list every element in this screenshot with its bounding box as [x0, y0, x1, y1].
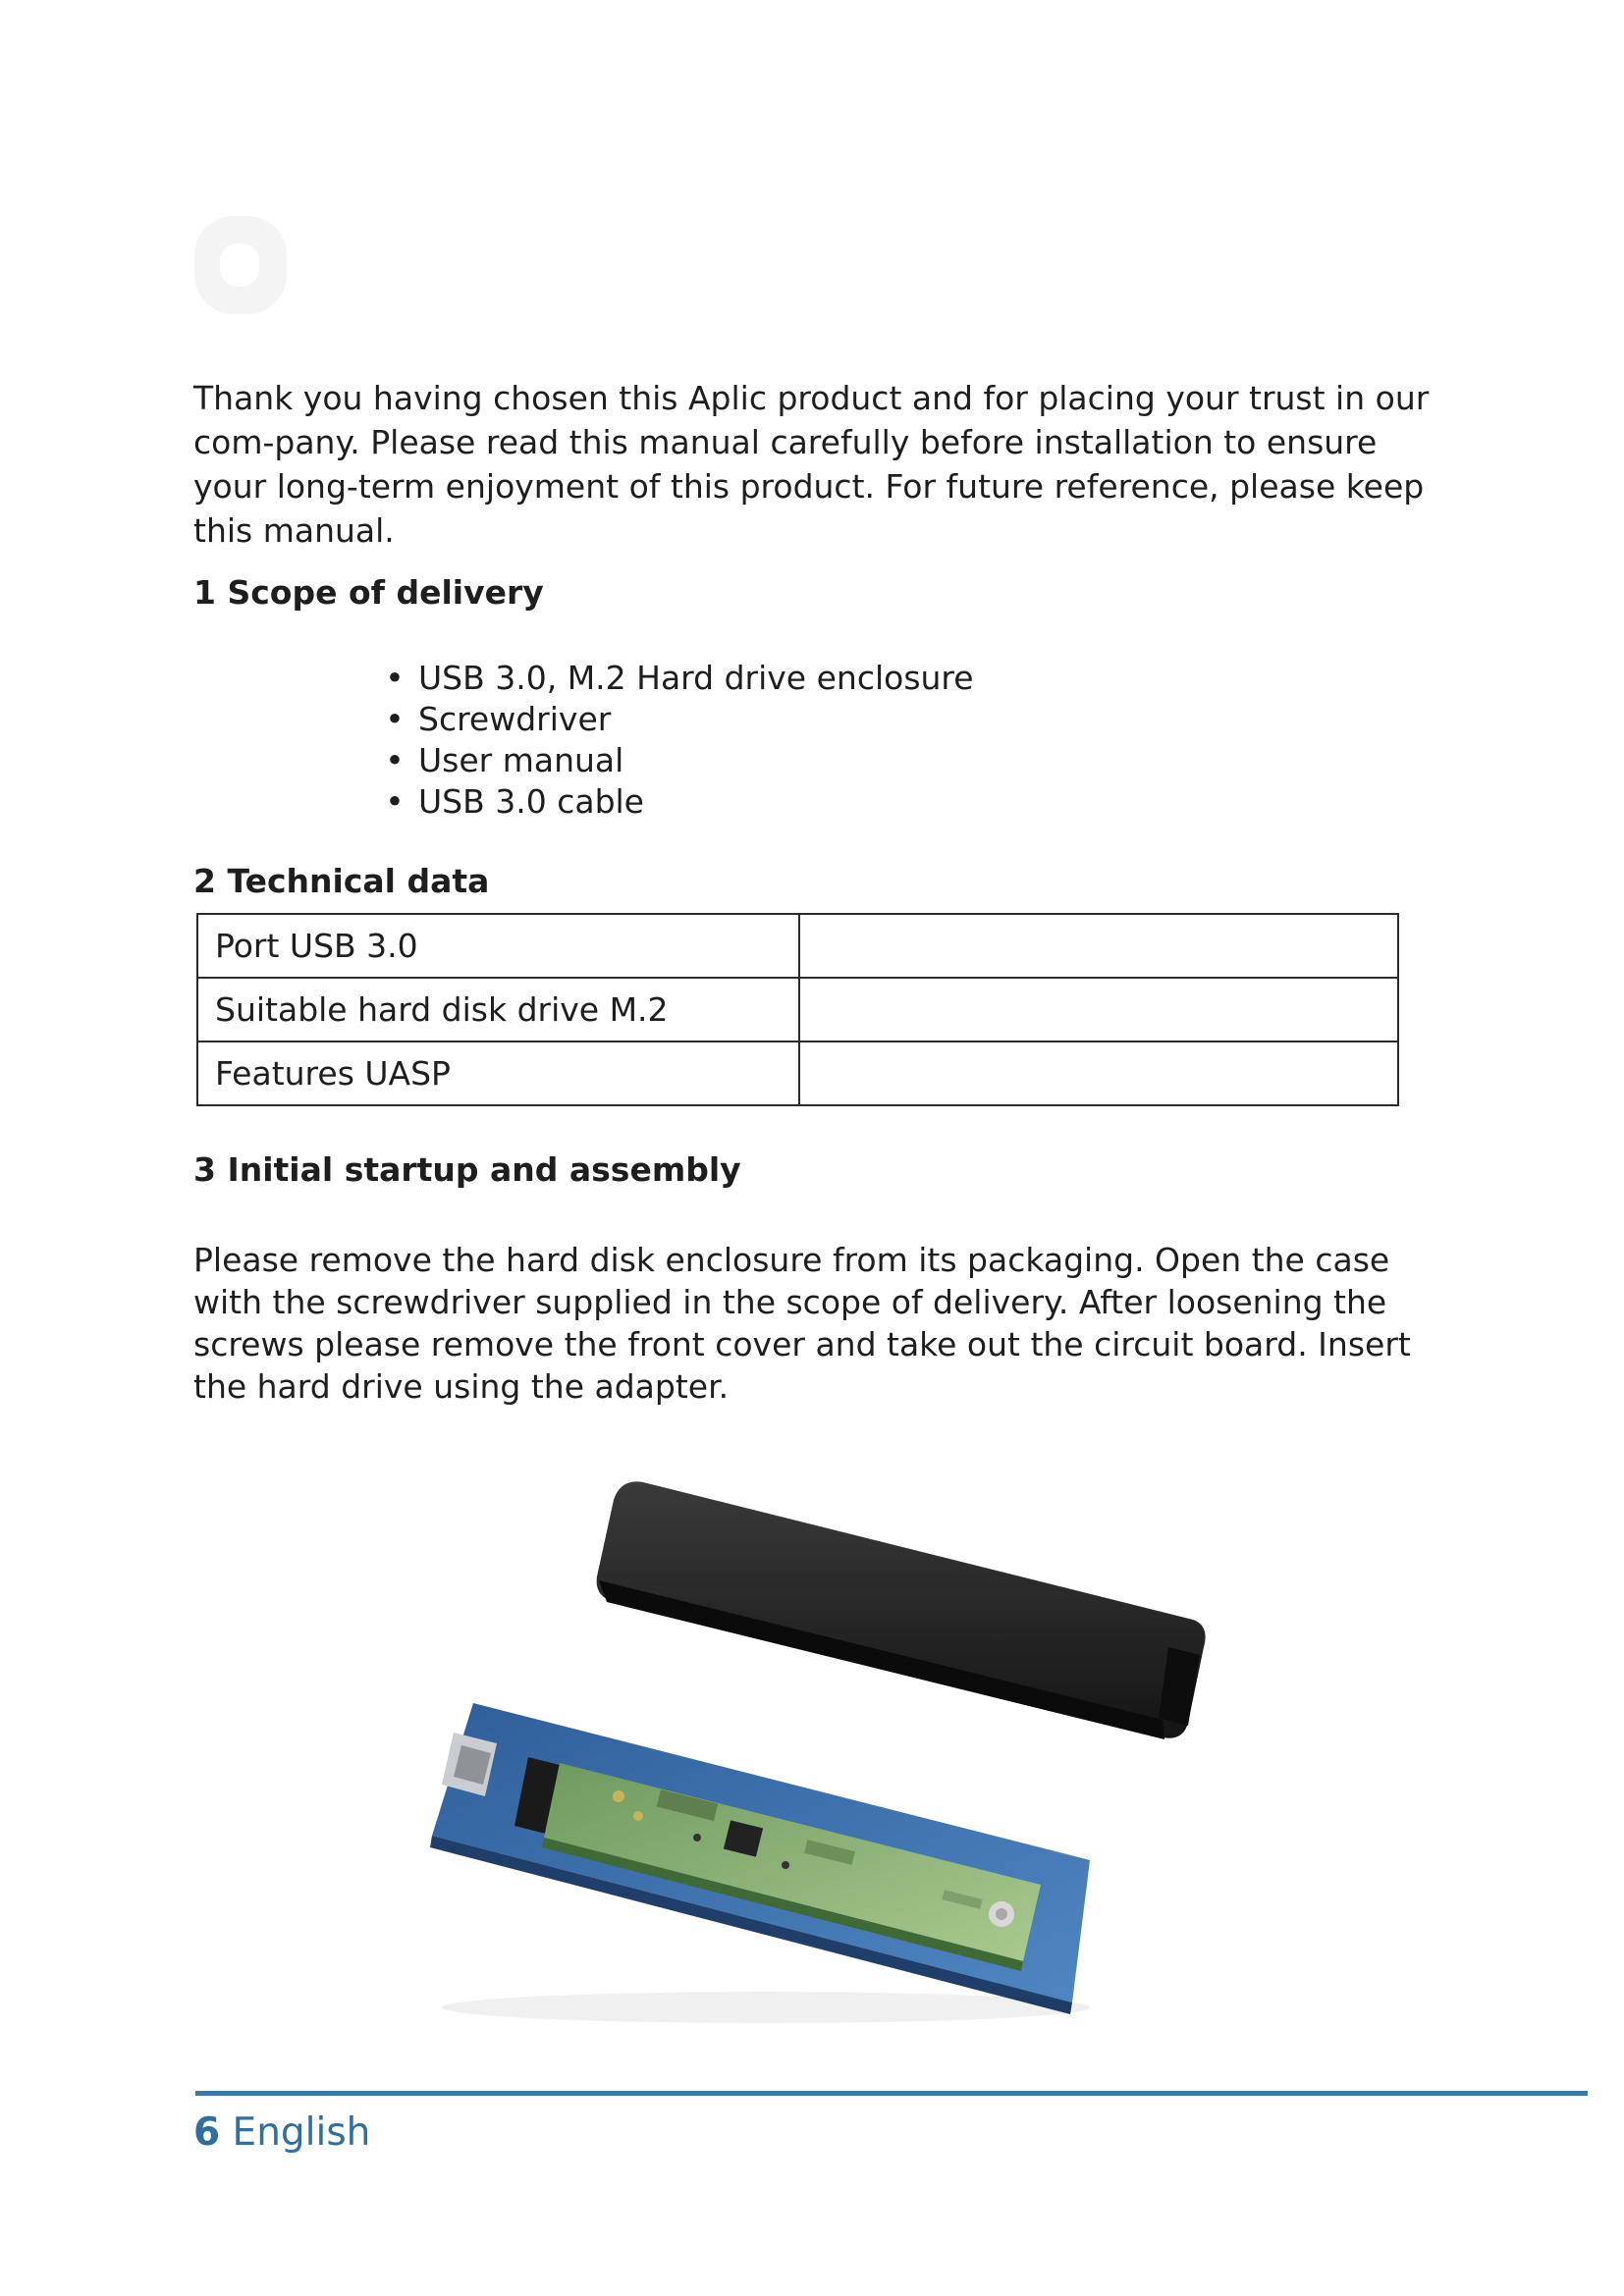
table-cell-label: Port USB 3.0 [197, 914, 799, 978]
bullet-icon: • [385, 741, 405, 779]
technical-data-table [196, 913, 1399, 1106]
footer-rule [195, 2091, 1588, 2096]
startup-paragraph: Please remove the hard disk enclosure from its packaging. Open the case with the screwdriver supplied in the scope of delivery. After loosening the screws please remove the front cover and take out the circuit board. Insert the hard drive using the adapter. [193, 1241, 1411, 1406]
table-cell-value [799, 1041, 1398, 1105]
enclosure-photo [412, 1472, 1218, 2032]
delivery-list [383, 658, 974, 823]
page-number: 6 [193, 2110, 221, 2155]
list-item: • User manual [385, 741, 624, 779]
bullet-icon: • [385, 700, 405, 738]
intro-paragraph: Thank you having chosen this Aplic product and for placing your trust in our com-pany. Please read this manual carefully before installation to ensure your long-term enjoyment of this product. For future reference, please keep this manual. [193, 379, 1430, 550]
table-cell-value [799, 914, 1398, 978]
aplic-logo-icon [194, 216, 287, 314]
table-row [197, 914, 1398, 978]
section-heading-technical: 2 Technical data [193, 862, 490, 900]
footer-language: English [232, 2110, 371, 2155]
bullet-icon: • [385, 659, 405, 697]
section-heading-scope: 1 Scope of delivery [193, 573, 544, 612]
table-cell-label: Features UASP [197, 1041, 799, 1105]
page-footer [193, 2110, 370, 2155]
table-row [197, 978, 1398, 1041]
bullet-icon: • [385, 782, 405, 821]
section-heading-startup: 3 Initial startup and assembly [193, 1150, 741, 1189]
table-row [197, 1041, 1398, 1105]
list-item: • USB 3.0 cable [385, 782, 644, 821]
table-cell-label: Suitable hard disk drive M.2 [197, 978, 799, 1041]
list-item: • Screwdriver [385, 700, 612, 738]
table-cell-value [799, 978, 1398, 1041]
list-item: • USB 3.0, M.2 Hard drive enclosure [385, 659, 974, 697]
